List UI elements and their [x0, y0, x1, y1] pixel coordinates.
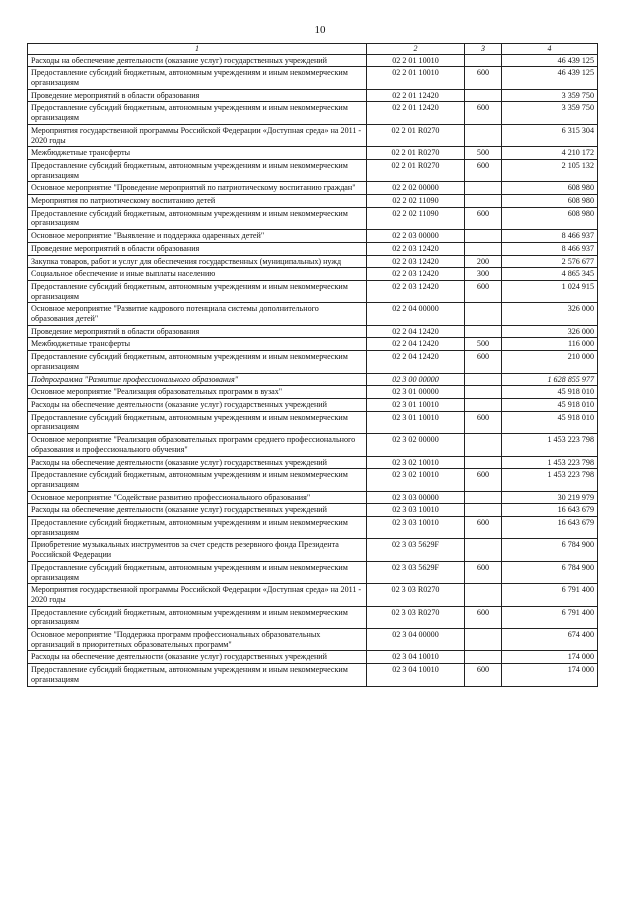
row-sum-cell: 46 439 125: [502, 54, 598, 67]
table-row: [28, 242, 598, 255]
row-code-cell: 02 3 03 R0270: [367, 584, 465, 606]
row-type-cell: [465, 303, 502, 325]
row-type-cell: 600: [465, 469, 502, 491]
row-sum-cell: 608 980: [502, 182, 598, 195]
row-sum-cell: 674 400: [502, 629, 598, 651]
row-name-cell: Основное мероприятие "Поддержка программ профессиональных образовательных организаций в приоритетных образовательных программ": [28, 629, 367, 651]
row-code-cell: 02 2 04 12420: [367, 338, 465, 351]
row-sum-cell: 608 980: [502, 195, 598, 208]
row-name-cell: Основное мероприятие "Реализация образовательных программ в вузах": [28, 386, 367, 399]
row-name-cell: Предоставление субсидий бюджетным, автономным учреждениям и иным некоммерческим организациям: [28, 102, 367, 124]
row-code-cell: 02 2 03 12420: [367, 255, 465, 268]
row-name-cell: Межбюджетные трансферты: [28, 147, 367, 160]
row-type-cell: 600: [465, 517, 502, 539]
row-name-cell: Основное мероприятие "Выявление и поддержка одаренных детей": [28, 230, 367, 243]
row-sum-cell: 45 918 010: [502, 386, 598, 399]
row-code-cell: 02 2 03 12420: [367, 242, 465, 255]
row-sum-cell: 4 210 172: [502, 147, 598, 160]
row-name-cell: Расходы на обеспечение деятельности (оказание услуг) государственных учреждений: [28, 651, 367, 664]
row-code-cell: 02 2 04 12420: [367, 325, 465, 338]
row-sum-cell: 16 643 679: [502, 517, 598, 539]
table-row: [28, 182, 598, 195]
table-row: [28, 195, 598, 208]
row-name-cell: Мероприятия по патриотическому воспитанию детей: [28, 195, 367, 208]
row-code-cell: 02 2 01 R0270: [367, 147, 465, 160]
table-row: [28, 373, 598, 386]
table-row: [28, 54, 598, 67]
table-body: [28, 54, 598, 686]
row-sum-cell: 2 105 132: [502, 159, 598, 181]
row-name-cell: Закупка товаров, работ и услуг для обеспечения государственных (муниципальных) нужд: [28, 255, 367, 268]
row-sum-cell: 6 791 400: [502, 606, 598, 628]
table-row: [28, 584, 598, 606]
row-type-cell: 600: [465, 207, 502, 229]
row-type-cell: [465, 54, 502, 67]
row-sum-cell: 45 918 010: [502, 398, 598, 411]
row-code-cell: 02 3 00 00000: [367, 373, 465, 386]
row-code-cell: 02 2 02 00000: [367, 182, 465, 195]
row-sum-cell: 6 791 400: [502, 584, 598, 606]
row-name-cell: Предоставление субсидий бюджетным, автономным учреждениям и иным некоммерческим организациям: [28, 280, 367, 302]
table-row: [28, 255, 598, 268]
row-name-cell: Мероприятия государственной программы Российской Федерации «Доступная среда» на 2011 - 2020 годы: [28, 124, 367, 146]
row-name-cell: Предоставление субсидий бюджетным, автономным учреждениям и иным некоммерческим организациям: [28, 159, 367, 181]
table-row: [28, 411, 598, 433]
row-sum-cell: 174 000: [502, 664, 598, 686]
row-code-cell: 02 3 04 00000: [367, 629, 465, 651]
table-row: [28, 325, 598, 338]
row-name-cell: Основное мероприятие "Реализация образовательных программ среднего профессионального образования и профессионального обучения": [28, 434, 367, 456]
row-type-cell: 200: [465, 255, 502, 268]
row-sum-cell: 6 784 900: [502, 561, 598, 583]
row-name-cell: Предоставление субсидий бюджетным, автономным учреждениям и иным некоммерческим организациям: [28, 207, 367, 229]
table-row: [28, 386, 598, 399]
row-type-cell: [465, 398, 502, 411]
row-name-cell: Основное мероприятие "Содействие развитию профессионального образования": [28, 491, 367, 504]
row-code-cell: 02 2 01 R0270: [367, 159, 465, 181]
row-type-cell: 600: [465, 159, 502, 181]
row-code-cell: 02 2 03 00000: [367, 230, 465, 243]
row-sum-cell: 4 865 345: [502, 268, 598, 281]
row-name-cell: Межбюджетные трансферты: [28, 338, 367, 351]
table-row: [28, 517, 598, 539]
row-type-cell: [465, 491, 502, 504]
row-code-cell: 02 2 01 12420: [367, 102, 465, 124]
row-code-cell: 02 3 03 10010: [367, 517, 465, 539]
row-type-cell: 600: [465, 280, 502, 302]
row-type-cell: [465, 434, 502, 456]
row-sum-cell: 46 439 125: [502, 67, 598, 89]
row-sum-cell: 6 315 304: [502, 124, 598, 146]
row-type-cell: 600: [465, 664, 502, 686]
row-code-cell: 02 3 02 00000: [367, 434, 465, 456]
table-row: [28, 89, 598, 102]
table-header-row: [28, 44, 598, 55]
row-name-cell: Предоставление субсидий бюджетным, автономным учреждениям и иным некоммерческим организациям: [28, 411, 367, 433]
row-sum-cell: 210 000: [502, 351, 598, 373]
row-sum-cell: 2 576 677: [502, 255, 598, 268]
row-type-cell: 600: [465, 102, 502, 124]
table-row: [28, 504, 598, 517]
row-code-cell: 02 2 01 10010: [367, 67, 465, 89]
row-type-cell: [465, 373, 502, 386]
row-type-cell: [465, 124, 502, 146]
row-code-cell: 02 2 02 11090: [367, 195, 465, 208]
row-name-cell: Проведение мероприятий в области образования: [28, 242, 367, 255]
column-header-sum: 4: [502, 44, 598, 55]
table-row: [28, 280, 598, 302]
row-code-cell: 02 2 04 12420: [367, 351, 465, 373]
row-type-cell: [465, 386, 502, 399]
row-type-cell: 600: [465, 606, 502, 628]
row-sum-cell: 1 453 223 798: [502, 456, 598, 469]
row-type-cell: 600: [465, 351, 502, 373]
table-row: [28, 159, 598, 181]
row-name-cell: Подпрограмма "Развитие профессионального образования": [28, 373, 367, 386]
row-sum-cell: 174 000: [502, 651, 598, 664]
table-row: [28, 491, 598, 504]
row-type-cell: [465, 539, 502, 561]
row-type-cell: 500: [465, 147, 502, 160]
table-row: [28, 303, 598, 325]
table-row: [28, 230, 598, 243]
table-row: [28, 124, 598, 146]
table-row: [28, 469, 598, 491]
table-row: [28, 207, 598, 229]
row-name-cell: Расходы на обеспечение деятельности (оказание услуг) государственных учреждений: [28, 456, 367, 469]
row-code-cell: 02 3 04 10010: [367, 664, 465, 686]
table-row: [28, 268, 598, 281]
row-type-cell: [465, 456, 502, 469]
row-name-cell: Расходы на обеспечение деятельности (оказание услуг) государственных учреждений: [28, 504, 367, 517]
row-sum-cell: 608 980: [502, 207, 598, 229]
row-sum-cell: 16 643 679: [502, 504, 598, 517]
row-sum-cell: 30 219 979: [502, 491, 598, 504]
row-sum-cell: 3 359 750: [502, 89, 598, 102]
row-type-cell: [465, 182, 502, 195]
row-sum-cell: 326 000: [502, 325, 598, 338]
row-sum-cell: 116 000: [502, 338, 598, 351]
row-code-cell: 02 2 03 12420: [367, 268, 465, 281]
row-code-cell: 02 3 02 10010: [367, 469, 465, 491]
table-row: [28, 351, 598, 373]
row-type-cell: [465, 629, 502, 651]
row-code-cell: 02 2 04 00000: [367, 303, 465, 325]
table-row: [28, 456, 598, 469]
row-name-cell: Расходы на обеспечение деятельности (оказание услуг) государственных учреждений: [28, 54, 367, 67]
table-row: [28, 147, 598, 160]
table-row: [28, 102, 598, 124]
table-row: [28, 606, 598, 628]
table-row: [28, 338, 598, 351]
row-name-cell: Расходы на обеспечение деятельности (оказание услуг) государственных учреждений: [28, 398, 367, 411]
row-type-cell: [465, 651, 502, 664]
row-type-cell: 300: [465, 268, 502, 281]
row-code-cell: 02 3 02 10010: [367, 456, 465, 469]
table-row: [28, 651, 598, 664]
row-sum-cell: 3 359 750: [502, 102, 598, 124]
row-code-cell: 02 2 01 12420: [367, 89, 465, 102]
table-row: [28, 434, 598, 456]
row-name-cell: Основное мероприятие "Проведение мероприятий по патриотическому воспитанию граждан": [28, 182, 367, 195]
row-code-cell: 02 3 03 5629F: [367, 539, 465, 561]
row-code-cell: 02 2 01 10010: [367, 54, 465, 67]
row-name-cell: Предоставление субсидий бюджетным, автономным учреждениям и иным некоммерческим организациям: [28, 606, 367, 628]
budget-table: [27, 43, 598, 687]
row-name-cell: Предоставление субсидий бюджетным, автономным учреждениям и иным некоммерческим организациям: [28, 561, 367, 583]
row-sum-cell: 1 024 915: [502, 280, 598, 302]
row-type-cell: 600: [465, 411, 502, 433]
row-name-cell: Проведение мероприятий в области образования: [28, 89, 367, 102]
row-name-cell: Предоставление субсидий бюджетным, автономным учреждениям и иным некоммерческим организациям: [28, 351, 367, 373]
row-type-cell: [465, 195, 502, 208]
row-sum-cell: 8 466 937: [502, 230, 598, 243]
row-code-cell: 02 3 01 10010: [367, 398, 465, 411]
row-sum-cell: 8 466 937: [502, 242, 598, 255]
row-name-cell: Предоставление субсидий бюджетным, автономным учреждениям и иным некоммерческим организациям: [28, 664, 367, 686]
row-sum-cell: 1 453 223 798: [502, 469, 598, 491]
table-row: [28, 539, 598, 561]
row-sum-cell: 326 000: [502, 303, 598, 325]
row-type-cell: [465, 230, 502, 243]
row-code-cell: 02 3 03 R0270: [367, 606, 465, 628]
row-code-cell: 02 2 03 12420: [367, 280, 465, 302]
row-name-cell: Предоставление субсидий бюджетным, автономным учреждениям и иным некоммерческим организациям: [28, 67, 367, 89]
table-row: [28, 561, 598, 583]
row-type-cell: 500: [465, 338, 502, 351]
row-type-cell: [465, 325, 502, 338]
table-row: [28, 398, 598, 411]
table-row: [28, 67, 598, 89]
row-type-cell: [465, 504, 502, 517]
row-sum-cell: 1 453 223 798: [502, 434, 598, 456]
row-name-cell: Проведение мероприятий в области образования: [28, 325, 367, 338]
row-name-cell: Социальное обеспечение и иные выплаты населению: [28, 268, 367, 281]
row-type-cell: [465, 584, 502, 606]
row-code-cell: 02 2 01 R0270: [367, 124, 465, 146]
row-name-cell: Приобретение музыкальных инструментов за счет средств резервного фонда Президента Российской Федерации: [28, 539, 367, 561]
row-code-cell: 02 3 03 10010: [367, 504, 465, 517]
row-code-cell: 02 3 04 10010: [367, 651, 465, 664]
row-type-cell: 600: [465, 561, 502, 583]
table-row: [28, 664, 598, 686]
row-code-cell: 02 3 01 10010: [367, 411, 465, 433]
row-code-cell: 02 3 01 00000: [367, 386, 465, 399]
column-header-type: 3: [465, 44, 502, 55]
table-row: [28, 629, 598, 651]
row-name-cell: Предоставление субсидий бюджетным, автономным учреждениям и иным некоммерческим организациям: [28, 517, 367, 539]
row-code-cell: 02 2 02 11090: [367, 207, 465, 229]
row-type-cell: [465, 242, 502, 255]
column-header-name: 1: [28, 44, 367, 55]
row-sum-cell: 1 628 855 977: [502, 373, 598, 386]
row-code-cell: 02 3 03 00000: [367, 491, 465, 504]
row-name-cell: Предоставление субсидий бюджетным, автономным учреждениям и иным некоммерческим организациям: [28, 469, 367, 491]
row-type-cell: [465, 89, 502, 102]
row-type-cell: 600: [465, 67, 502, 89]
row-sum-cell: 6 784 900: [502, 539, 598, 561]
page-number: 10: [314, 24, 326, 36]
column-header-code: 2: [367, 44, 465, 55]
row-name-cell: Мероприятия государственной программы Российской Федерации «Доступная среда» на 2011 - 2020 годы: [28, 584, 367, 606]
row-name-cell: Основное мероприятие "Развитие кадрового потенциала системы дополнительного образования детей": [28, 303, 367, 325]
row-sum-cell: 45 918 010: [502, 411, 598, 433]
row-code-cell: 02 3 03 5629F: [367, 561, 465, 583]
